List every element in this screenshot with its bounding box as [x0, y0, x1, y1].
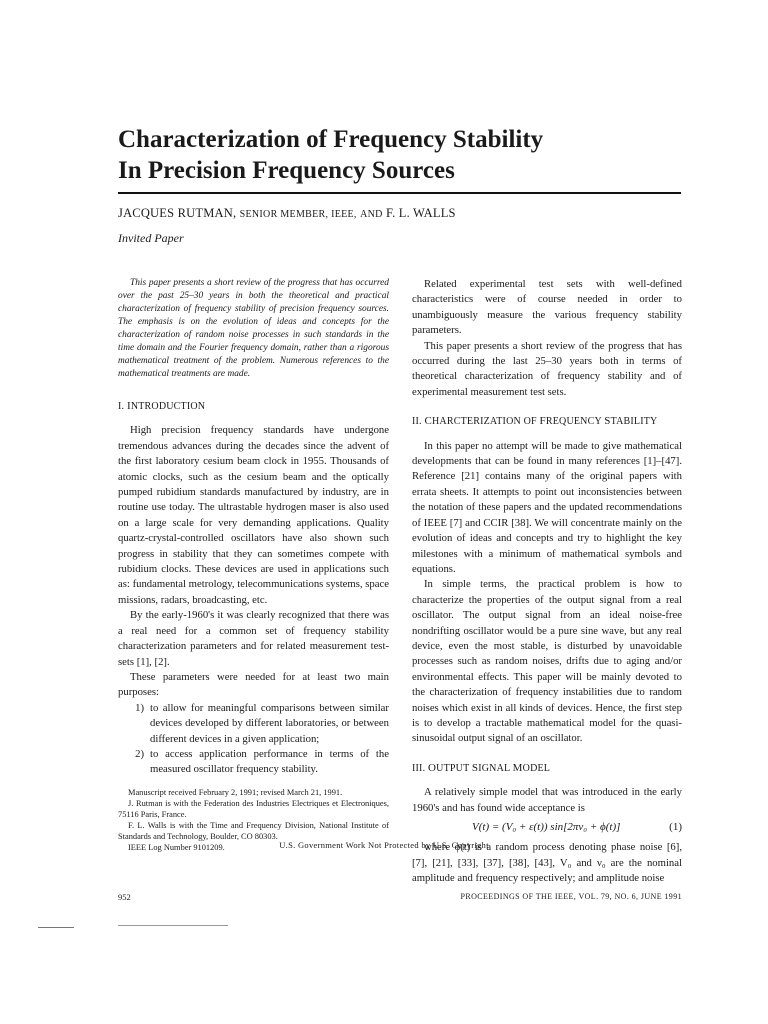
left-column — [118, 277, 389, 853]
footnote: F. L. Walls is with the Time and Frequency Division, National Institute of Standards and Technology, Boulder, CO 80303. — [118, 820, 389, 841]
title-line-2: In Precision Frequency Sources — [118, 157, 455, 184]
right-column — [412, 277, 682, 887]
author-and: AND — [360, 209, 383, 220]
journal-footer: PROCEEDINGS OF THE IEEE, VOL. 79, NO. 6, JUNE 1991 — [460, 892, 682, 901]
section-heading-introduction: I. INTRODUCTION — [118, 400, 206, 412]
author-1: JACQUES RUTMAN, — [118, 206, 237, 220]
footnote: J. Rutman is with the Federation des Industries Electriques et Electroniques, 75116 Paris, France. — [118, 798, 389, 819]
scan-artifact — [118, 925, 228, 926]
section-heading-characterization: II. CHARCTERIZATION OF FREQUENCY STABILITY — [412, 415, 658, 428]
equation-1 — [412, 816, 682, 840]
list-item: 2) to access application performance in terms of the measured oscillator frequency stability. — [135, 747, 389, 776]
intro-paragraph-1: High precision frequency standards have undergone tremendous advances during the decades since the advent of the first laboratory cesium beam clock in 1955. Thousands of atomic clocks, such as the cesium beam and the optically pumped rubidium standards manufactured by industry, are in routine use today. The ultrastable hydrogen maser is also used on a large scale for very demanding applications. Quality quartz-crystal-controlled oscillators have also shown such progress in stability that they can sometimes compete with rubidium clocks. These devices are used in applications such as: fundamental metrology, telecommunications systems, space missions, radars, broadcasting, etc. — [118, 424, 389, 606]
right-paragraph-1: Related experimental test sets with well-defined characteristics were of course needed in order to unambiguously measure the various frequency stability parameters. — [412, 278, 682, 337]
right-paragraph-4: In simple terms, the practical problem is how to characterize the properties of the output signal from a real oscillator. The output signal from an ideal noise-free nondrifting oscillator would be a pure sine wave, but any real device, even the most stable, is disturbed by unavoidable processes such as random noises, drifts due to aging and/or environmental effects. This paper will be mainly devoted to the characterization of frequency instabilities due to random noises which exist in all kinds of devices. Hence, the first step is to develop a tractable mathematical model for the quasi-sinusoidal output signal of an oscillator. — [412, 578, 682, 745]
author-line — [118, 206, 456, 221]
list-item: 1) to allow for meaningful comparisons between similar devices developed by different laboratories, or between different devices in a given application; — [135, 701, 389, 745]
right-paragraph-3: In this paper no attempt will be made to give mathematical developments that can be found in many references [1]–[47]. Reference [21] contains many of the original papers with errata sheets. It attempts to point out inconsistencies between the notation of these papers and the updated recommendations of IEEE [7] and CCIR [38]. We will concentrate mainly on the evolution of ideas and concepts and try to highlight the key milestones with a minimum of mathematical symbols and equations. — [412, 439, 682, 575]
footnote: IEEE Log Number 9101209. — [128, 842, 225, 852]
intro-paragraph-2: By the early-1960's it was clearly recognized that there was a real need for a common set of frequency stability characterization parameters and for related measurement test-sets [1], [2]. — [118, 609, 389, 668]
equation-text: V(t) = (V₀ + ε(t)) sin[2πν₀ + ϕ(t)] — [472, 821, 621, 833]
page-number: 952 — [118, 892, 131, 902]
section-heading-output-signal-model: III. OUTPUT SIGNAL MODEL — [412, 761, 551, 774]
author-2: F. L. WALLS — [385, 206, 456, 220]
title-rule — [118, 192, 681, 194]
footnote: Manuscript received February 2, 1991; revised March 21, 1991. — [128, 787, 343, 797]
right-paragraph-2: This paper presents a short review of the progress that has occurred during the last 25–30 years both in terms of theoretical characterization of frequency stability and of experimental measurement test sets. — [412, 339, 682, 398]
paper-type: Invited Paper — [118, 231, 184, 245]
copyright-notice: U.S. Government Work Not Protected by U.S. Copyright — [279, 840, 489, 850]
author-1-role: SENIOR MEMBER, IEEE, — [239, 209, 357, 220]
right-paragraph-5: A relatively simple model that was introduced in the early 1960's and has found wide acceptance is — [412, 786, 682, 814]
intro-paragraph-3: These parameters were needed for at least two main purposes: — [118, 670, 389, 699]
equation-number: (1) — [669, 821, 682, 833]
abstract: This paper presents a short review of the progress that has occurred over the past 25–30 years in both the theoretical and practical characterization of frequency stability of precision frequency sources. The emphasis is on the evolution of ideas and concepts for the characterization of random noise processes in such standards in the time domain and the Fourier frequency domain, rather than a rigorous mathematical treatment of the problem. Numerous references to the mathematical treatments are made. — [118, 278, 389, 379]
right-paragraph-6: where ϕ(t) is a random process denoting phase noise [6], [7], [21], [33], [37], [38], [43], V₀ and ν₀ are the nominal amplitude and frequency respectively; and amplitude noise — [412, 841, 682, 885]
title-line-1: Characterization of Frequency Stability — [118, 126, 544, 153]
scan-artifact — [38, 927, 74, 928]
paper-title — [118, 124, 698, 186]
